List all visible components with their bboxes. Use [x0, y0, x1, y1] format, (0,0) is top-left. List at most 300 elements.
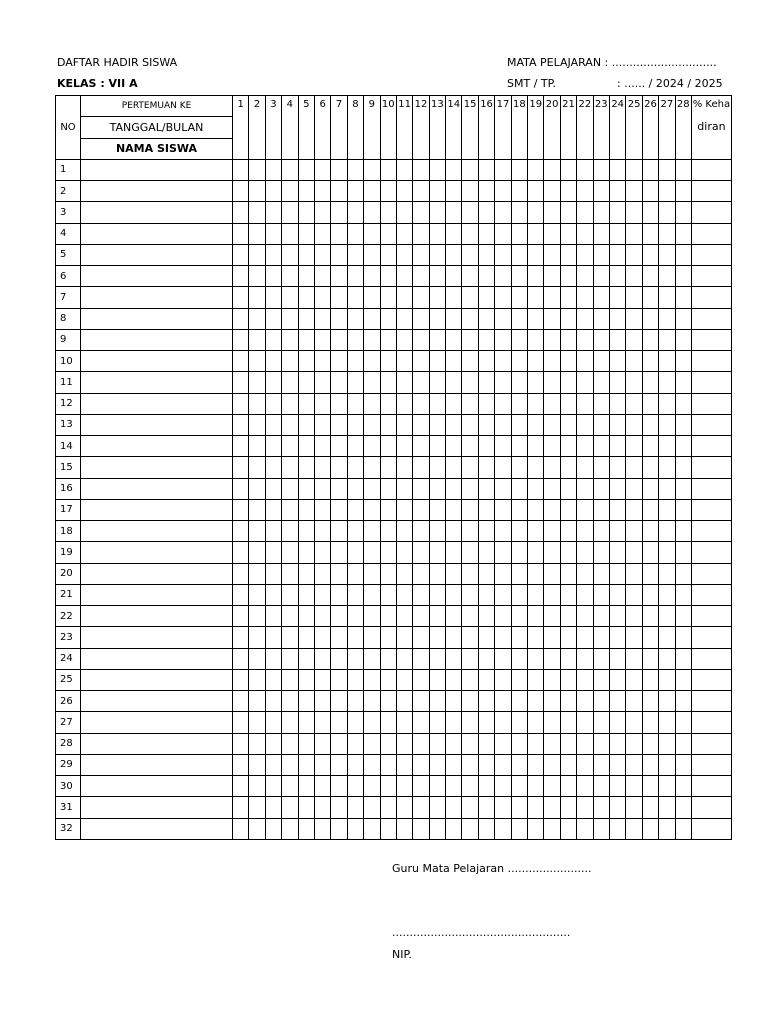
attendance-cell	[282, 351, 298, 372]
attendance-cell	[413, 244, 429, 265]
attendance-cell	[478, 414, 494, 435]
attendance-cell	[544, 627, 560, 648]
no-header: NO	[56, 96, 81, 160]
attendance-percent-cell	[691, 372, 731, 393]
attendance-cell	[298, 436, 314, 457]
attendance-cell	[577, 712, 593, 733]
attendance-cell	[495, 754, 511, 775]
attendance-cell	[249, 159, 265, 180]
meeting-header: PERTEMUAN KE	[81, 96, 233, 117]
student-name-header: NAMA SISWA	[81, 138, 233, 159]
attendance-cell	[364, 648, 380, 669]
attendance-cell	[249, 542, 265, 563]
attendance-cell	[495, 691, 511, 712]
attendance-cell	[331, 244, 347, 265]
attendance-cell	[462, 351, 478, 372]
attendance-cell	[429, 754, 445, 775]
date-header: TANGGAL/BULAN	[81, 117, 233, 138]
attendance-cell	[511, 648, 527, 669]
table-row	[56, 266, 732, 287]
table-row	[56, 308, 732, 329]
attendance-cell	[528, 351, 544, 372]
attendance-cell	[593, 754, 609, 775]
attendance-cell	[347, 754, 363, 775]
attendance-cell	[396, 436, 412, 457]
attendance-cell	[331, 542, 347, 563]
attendance-cell	[413, 414, 429, 435]
attendance-cell	[249, 563, 265, 584]
attendance-cell	[528, 372, 544, 393]
attendance-cell	[577, 499, 593, 520]
table-row	[56, 797, 732, 818]
table-row	[56, 733, 732, 754]
attendance-cell	[675, 627, 691, 648]
attendance-cell	[478, 223, 494, 244]
attendance-cell	[429, 223, 445, 244]
row-number: 15	[56, 457, 81, 478]
table-row	[56, 244, 732, 265]
attendance-cell	[233, 372, 249, 393]
attendance-cell	[593, 244, 609, 265]
attendance-cell	[577, 244, 593, 265]
attendance-cell	[495, 329, 511, 350]
attendance-cell	[675, 499, 691, 520]
attendance-cell	[380, 691, 396, 712]
attendance-cell	[544, 542, 560, 563]
attendance-cell	[413, 584, 429, 605]
attendance-cell	[609, 712, 625, 733]
attendance-cell	[282, 457, 298, 478]
table-row	[56, 669, 732, 690]
attendance-cell	[626, 563, 642, 584]
attendance-cell	[528, 776, 544, 797]
attendance-cell	[380, 563, 396, 584]
attendance-cell	[429, 414, 445, 435]
attendance-cell	[413, 223, 429, 244]
attendance-cell	[675, 776, 691, 797]
attendance-cell	[478, 159, 494, 180]
attendance-cell	[429, 627, 445, 648]
attendance-cell	[249, 287, 265, 308]
attendance-cell	[265, 691, 281, 712]
attendance-cell	[495, 287, 511, 308]
attendance-cell	[233, 542, 249, 563]
attendance-cell	[282, 712, 298, 733]
attendance-cell	[675, 223, 691, 244]
attendance-cell	[577, 436, 593, 457]
attendance-cell	[609, 223, 625, 244]
attendance-cell	[314, 499, 330, 520]
attendance-cell	[577, 329, 593, 350]
attendance-cell	[560, 691, 576, 712]
attendance-cell	[380, 648, 396, 669]
attendance-cell	[593, 308, 609, 329]
attendance-cell	[396, 351, 412, 372]
attendance-cell	[544, 776, 560, 797]
attendance-cell	[659, 223, 675, 244]
attendance-cell	[609, 669, 625, 690]
class-label: KELAS : VII A	[57, 77, 138, 90]
attendance-cell	[249, 436, 265, 457]
attendance-cell	[495, 542, 511, 563]
row-number: 18	[56, 521, 81, 542]
student-name-cell	[81, 754, 233, 775]
attendance-cell	[298, 266, 314, 287]
attendance-cell	[642, 202, 658, 223]
attendance-cell	[347, 797, 363, 818]
attendance-cell	[314, 776, 330, 797]
attendance-cell	[446, 457, 462, 478]
attendance-cell	[675, 797, 691, 818]
attendance-cell	[364, 393, 380, 414]
table-row	[56, 351, 732, 372]
attendance-cell	[265, 499, 281, 520]
attendance-cell	[282, 266, 298, 287]
attendance-cell	[495, 627, 511, 648]
attendance-percent-cell	[691, 542, 731, 563]
student-name-cell	[81, 393, 233, 414]
attendance-cell	[675, 478, 691, 499]
attendance-cell	[478, 563, 494, 584]
attendance-cell	[298, 329, 314, 350]
attendance-cell	[478, 797, 494, 818]
attendance-cell	[544, 754, 560, 775]
attendance-percent-cell	[691, 478, 731, 499]
attendance-cell	[495, 414, 511, 435]
attendance-percent-cell	[691, 436, 731, 457]
attendance-cell	[347, 584, 363, 605]
attendance-cell	[413, 329, 429, 350]
attendance-cell	[577, 627, 593, 648]
meeting-number: 27	[659, 96, 675, 160]
table-row	[56, 542, 732, 563]
attendance-cell	[659, 393, 675, 414]
attendance-cell	[347, 627, 363, 648]
attendance-cell	[609, 563, 625, 584]
attendance-cell	[364, 563, 380, 584]
attendance-percent-cell	[691, 754, 731, 775]
attendance-cell	[396, 563, 412, 584]
attendance-cell	[282, 648, 298, 669]
attendance-cell	[298, 627, 314, 648]
attendance-cell	[265, 308, 281, 329]
attendance-cell	[511, 457, 527, 478]
attendance-cell	[626, 287, 642, 308]
attendance-cell	[233, 648, 249, 669]
attendance-cell	[462, 733, 478, 754]
attendance-cell	[265, 202, 281, 223]
attendance-cell	[282, 244, 298, 265]
attendance-cell	[364, 308, 380, 329]
attendance-cell	[429, 648, 445, 669]
attendance-cell	[642, 329, 658, 350]
attendance-cell	[347, 542, 363, 563]
attendance-cell	[528, 818, 544, 839]
attendance-cell	[446, 181, 462, 202]
attendance-cell	[331, 606, 347, 627]
attendance-cell	[298, 733, 314, 754]
attendance-cell	[413, 372, 429, 393]
attendance-cell	[249, 754, 265, 775]
attendance-cell	[462, 797, 478, 818]
attendance-cell	[462, 329, 478, 350]
attendance-cell	[659, 797, 675, 818]
attendance-cell	[249, 414, 265, 435]
attendance-cell	[331, 266, 347, 287]
attendance-cell	[396, 712, 412, 733]
attendance-cell	[462, 393, 478, 414]
attendance-cell	[560, 308, 576, 329]
attendance-cell	[364, 776, 380, 797]
attendance-percent-cell	[691, 563, 731, 584]
row-number: 26	[56, 691, 81, 712]
attendance-cell	[364, 627, 380, 648]
attendance-cell	[577, 542, 593, 563]
attendance-cell	[528, 521, 544, 542]
attendance-cell	[495, 266, 511, 287]
attendance-cell	[396, 542, 412, 563]
attendance-cell	[314, 733, 330, 754]
attendance-cell	[462, 457, 478, 478]
row-number: 32	[56, 818, 81, 839]
attendance-cell	[675, 712, 691, 733]
row-number: 8	[56, 308, 81, 329]
attendance-cell	[429, 266, 445, 287]
attendance-cell	[560, 393, 576, 414]
attendance-cell	[675, 266, 691, 287]
attendance-cell	[626, 223, 642, 244]
row-number: 9	[56, 329, 81, 350]
attendance-cell	[347, 329, 363, 350]
attendance-cell	[282, 776, 298, 797]
row-number: 27	[56, 712, 81, 733]
attendance-cell	[413, 457, 429, 478]
attendance-cell	[282, 499, 298, 520]
attendance-cell	[626, 202, 642, 223]
attendance-cell	[626, 478, 642, 499]
attendance-cell	[642, 351, 658, 372]
attendance-cell	[364, 478, 380, 499]
meeting-number: 9	[364, 96, 380, 160]
attendance-cell	[446, 542, 462, 563]
attendance-cell	[544, 563, 560, 584]
attendance-cell	[364, 351, 380, 372]
attendance-cell	[626, 457, 642, 478]
attendance-cell	[331, 457, 347, 478]
attendance-cell	[331, 351, 347, 372]
meeting-number: 19	[528, 96, 544, 160]
attendance-cell	[511, 563, 527, 584]
attendance-cell	[626, 308, 642, 329]
attendance-cell	[577, 818, 593, 839]
attendance-cell	[560, 181, 576, 202]
attendance-cell	[609, 733, 625, 754]
attendance-cell	[544, 436, 560, 457]
attendance-cell	[593, 584, 609, 605]
attendance-cell	[462, 712, 478, 733]
document-title: DAFTAR HADIR SISWA	[57, 56, 178, 69]
attendance-cell	[413, 266, 429, 287]
attendance-cell	[446, 648, 462, 669]
attendance-cell	[528, 669, 544, 690]
attendance-cell	[462, 266, 478, 287]
attendance-cell	[528, 223, 544, 244]
attendance-cell	[396, 308, 412, 329]
attendance-cell	[478, 499, 494, 520]
attendance-cell	[413, 351, 429, 372]
attendance-cell	[347, 733, 363, 754]
attendance-cell	[282, 669, 298, 690]
attendance-cell	[380, 499, 396, 520]
attendance-cell	[609, 414, 625, 435]
attendance-cell	[364, 818, 380, 839]
attendance-cell	[429, 478, 445, 499]
attendance-cell	[298, 712, 314, 733]
attendance-cell	[560, 712, 576, 733]
attendance-cell	[659, 754, 675, 775]
attendance-cell	[642, 776, 658, 797]
attendance-cell	[413, 542, 429, 563]
attendance-cell	[511, 244, 527, 265]
attendance-cell	[511, 159, 527, 180]
attendance-cell	[314, 606, 330, 627]
attendance-cell	[495, 308, 511, 329]
attendance-cell	[511, 181, 527, 202]
attendance-cell	[380, 669, 396, 690]
attendance-cell	[528, 627, 544, 648]
attendance-cell	[511, 393, 527, 414]
attendance-cell	[331, 436, 347, 457]
attendance-cell	[659, 181, 675, 202]
table-row	[56, 584, 732, 605]
attendance-cell	[331, 754, 347, 775]
attendance-cell	[642, 691, 658, 712]
attendance-cell	[446, 223, 462, 244]
attendance-cell	[642, 159, 658, 180]
attendance-cell	[265, 223, 281, 244]
attendance-cell	[528, 499, 544, 520]
attendance-cell	[642, 308, 658, 329]
attendance-cell	[413, 627, 429, 648]
attendance-cell	[413, 478, 429, 499]
attendance-cell	[478, 776, 494, 797]
attendance-cell	[331, 159, 347, 180]
semester-value: : ...... / 2024 / 2025	[617, 77, 723, 90]
row-number: 28	[56, 733, 81, 754]
attendance-cell	[495, 372, 511, 393]
attendance-cell	[560, 372, 576, 393]
attendance-cell	[298, 223, 314, 244]
meeting-number: 17	[495, 96, 511, 160]
attendance-cell	[659, 669, 675, 690]
attendance-cell	[314, 691, 330, 712]
attendance-cell	[396, 521, 412, 542]
attendance-cell	[364, 436, 380, 457]
meeting-number: 18	[511, 96, 527, 160]
attendance-cell	[314, 266, 330, 287]
attendance-cell	[446, 499, 462, 520]
attendance-cell	[396, 266, 412, 287]
attendance-cell	[429, 776, 445, 797]
attendance-percent-cell	[691, 393, 731, 414]
attendance-cell	[577, 691, 593, 712]
attendance-cell	[528, 648, 544, 669]
attendance-cell	[675, 563, 691, 584]
attendance-cell	[659, 499, 675, 520]
row-number: 14	[56, 436, 81, 457]
attendance-cell	[609, 308, 625, 329]
meeting-number: 25	[626, 96, 642, 160]
attendance-cell	[314, 584, 330, 605]
attendance-cell	[265, 521, 281, 542]
attendance-cell	[331, 776, 347, 797]
attendance-cell	[331, 329, 347, 350]
attendance-cell	[626, 776, 642, 797]
attendance-cell	[233, 712, 249, 733]
attendance-cell	[593, 648, 609, 669]
attendance-cell	[347, 563, 363, 584]
attendance-cell	[609, 478, 625, 499]
attendance-cell	[265, 244, 281, 265]
attendance-cell	[446, 308, 462, 329]
attendance-cell	[429, 244, 445, 265]
attendance-cell	[544, 372, 560, 393]
attendance-cell	[478, 436, 494, 457]
attendance-cell	[642, 754, 658, 775]
row-number: 25	[56, 669, 81, 690]
attendance-cell	[593, 627, 609, 648]
attendance-cell	[675, 584, 691, 605]
attendance-cell	[265, 627, 281, 648]
attendance-percent-cell	[691, 287, 731, 308]
attendance-cell	[249, 648, 265, 669]
attendance-cell	[478, 627, 494, 648]
table-row	[56, 521, 732, 542]
attendance-cell	[265, 776, 281, 797]
attendance-cell	[577, 521, 593, 542]
attendance-cell	[462, 223, 478, 244]
attendance-cell	[544, 393, 560, 414]
attendance-cell	[544, 499, 560, 520]
attendance-cell	[528, 733, 544, 754]
attendance-cell	[560, 351, 576, 372]
attendance-cell	[298, 244, 314, 265]
attendance-cell	[528, 584, 544, 605]
attendance-cell	[331, 691, 347, 712]
attendance-cell	[560, 202, 576, 223]
attendance-cell	[396, 159, 412, 180]
attendance-cell	[478, 754, 494, 775]
attendance-cell	[347, 818, 363, 839]
attendance-cell	[282, 584, 298, 605]
attendance-cell	[347, 648, 363, 669]
attendance-cell	[249, 712, 265, 733]
attendance-cell	[396, 627, 412, 648]
attendance-cell	[511, 329, 527, 350]
attendance-cell	[413, 754, 429, 775]
attendance-percent-cell	[691, 499, 731, 520]
attendance-cell	[331, 181, 347, 202]
attendance-cell	[642, 287, 658, 308]
attendance-cell	[577, 372, 593, 393]
attendance-cell	[233, 436, 249, 457]
attendance-cell	[364, 372, 380, 393]
meeting-number: 5	[298, 96, 314, 160]
meeting-number: 20	[544, 96, 560, 160]
attendance-cell	[380, 542, 396, 563]
student-name-cell	[81, 223, 233, 244]
student-name-cell	[81, 627, 233, 648]
